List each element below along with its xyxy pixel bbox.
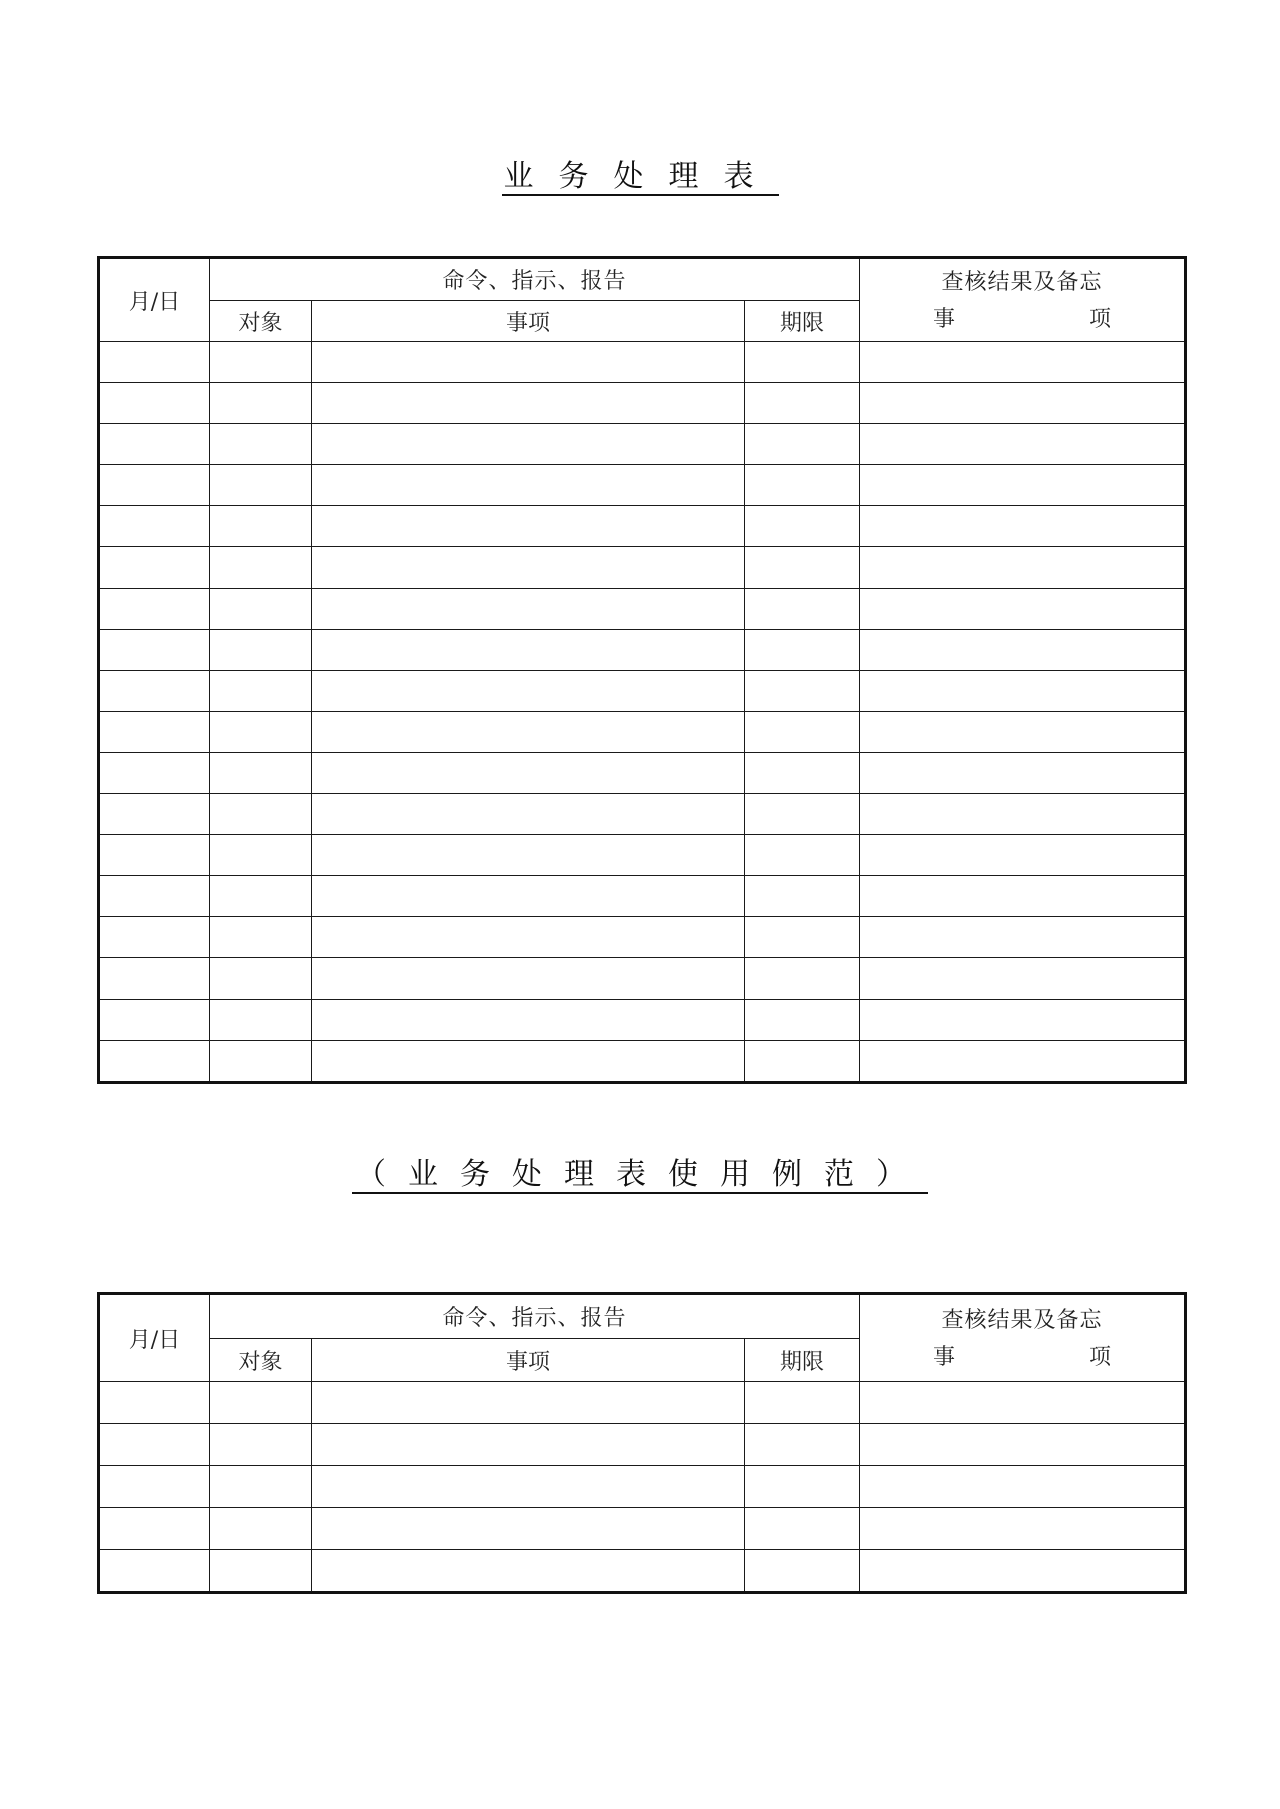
cell-object[interactable] — [210, 958, 312, 999]
cell-item[interactable] — [312, 383, 745, 424]
cell-deadline[interactable] — [745, 711, 860, 752]
table1-body — [99, 258, 1186, 1083]
table-row — [99, 752, 1186, 793]
cell-date[interactable] — [99, 835, 210, 876]
cell-memo[interactable] — [860, 1382, 1186, 1424]
table-row — [99, 424, 1186, 465]
header-memo-left: 事 — [933, 307, 956, 332]
cell-item[interactable] — [312, 1466, 745, 1508]
table-row — [99, 917, 1186, 958]
header-row-1 — [99, 258, 1186, 301]
header-memo — [860, 1294, 1186, 1382]
cell-date[interactable] — [99, 670, 210, 711]
cell-memo[interactable] — [860, 424, 1186, 465]
cell-deadline[interactable] — [745, 424, 860, 465]
header-deadline: 期限 — [745, 301, 860, 342]
cell-object[interactable] — [210, 835, 312, 876]
table-row — [99, 383, 1186, 424]
cell-date[interactable] — [99, 794, 210, 835]
cell-deadline[interactable] — [745, 752, 860, 793]
cell-date[interactable] — [99, 588, 210, 629]
header-command-group: 命令、指示、报告 — [210, 1294, 860, 1339]
cell-date[interactable] — [99, 342, 210, 383]
cell-object[interactable] — [210, 629, 312, 670]
table-row — [99, 506, 1186, 547]
cell-memo[interactable] — [860, 547, 1186, 588]
cell-item[interactable] — [312, 465, 745, 506]
header-memo-right: 项 — [1088, 307, 1111, 332]
cell-memo[interactable] — [860, 999, 1186, 1040]
cell-date[interactable] — [99, 876, 210, 917]
cell-item[interactable] — [312, 835, 745, 876]
cell-item[interactable] — [312, 506, 745, 547]
header-deadline: 期限 — [745, 1339, 860, 1382]
cell-item[interactable] — [312, 876, 745, 917]
cell-item[interactable] — [312, 711, 745, 752]
cell-deadline[interactable] — [745, 794, 860, 835]
cell-item[interactable] — [312, 1382, 745, 1424]
header-memo-right: 项 — [1088, 1345, 1111, 1370]
cell-object[interactable] — [210, 752, 312, 793]
header-memo-line1: 查核结果及备忘 — [941, 270, 1103, 295]
cell-object[interactable] — [210, 1550, 312, 1593]
cell-object[interactable] — [210, 465, 312, 506]
header-command-group: 命令、指示、报告 — [210, 258, 860, 301]
cell-deadline[interactable] — [745, 629, 860, 670]
cell-object[interactable] — [210, 342, 312, 383]
table-row — [99, 465, 1186, 506]
cell-deadline[interactable] — [745, 465, 860, 506]
header-memo-line2 — [933, 302, 1111, 338]
cell-memo[interactable] — [860, 465, 1186, 506]
header-memo-line1: 查核结果及备忘 — [941, 1308, 1103, 1333]
cell-memo[interactable] — [860, 835, 1186, 876]
cell-deadline[interactable] — [745, 383, 860, 424]
cell-item[interactable] — [312, 629, 745, 670]
cell-memo[interactable] — [860, 876, 1186, 917]
table2-body — [99, 1294, 1186, 1593]
table-row — [99, 711, 1186, 752]
table-row — [99, 1382, 1186, 1424]
table-row — [99, 876, 1186, 917]
cell-deadline[interactable] — [745, 1550, 860, 1593]
cell-date[interactable] — [99, 383, 210, 424]
cell-item[interactable] — [312, 670, 745, 711]
table-row — [99, 1550, 1186, 1593]
cell-date[interactable] — [99, 958, 210, 999]
cell-memo[interactable] — [860, 1424, 1186, 1466]
cell-memo[interactable] — [860, 1508, 1186, 1550]
example-title-text: （业务处理表使用例范） — [352, 1158, 928, 1194]
cell-date[interactable] — [99, 506, 210, 547]
cell-deadline[interactable] — [745, 342, 860, 383]
cell-deadline[interactable] — [745, 958, 860, 999]
table-row — [99, 999, 1186, 1040]
cell-item[interactable] — [312, 588, 745, 629]
cell-memo[interactable] — [860, 1040, 1186, 1082]
cell-object[interactable] — [210, 506, 312, 547]
table-row — [99, 794, 1186, 835]
business-processing-example-table — [97, 1292, 1187, 1594]
header-object: 对象 — [210, 301, 312, 342]
page-title-text: 业务处理表 — [503, 159, 779, 194]
cell-date[interactable] — [99, 1550, 210, 1593]
cell-date[interactable] — [99, 1424, 210, 1466]
header-date: 月/日 — [99, 1294, 210, 1382]
example-title — [0, 1158, 1280, 1194]
cell-item[interactable] — [312, 1550, 745, 1593]
page-title — [0, 160, 1280, 196]
table-row — [99, 835, 1186, 876]
cell-item[interactable] — [312, 958, 745, 999]
cell-item[interactable] — [312, 752, 745, 793]
cell-memo[interactable] — [860, 1550, 1186, 1593]
cell-object[interactable] — [210, 1466, 312, 1508]
table-row — [99, 1040, 1186, 1082]
header-object: 对象 — [210, 1339, 312, 1382]
cell-deadline[interactable] — [745, 999, 860, 1040]
cell-item[interactable] — [312, 1040, 745, 1082]
header-date: 月/日 — [99, 258, 210, 342]
cell-date[interactable] — [99, 465, 210, 506]
cell-deadline[interactable] — [745, 1508, 860, 1550]
cell-deadline[interactable] — [745, 506, 860, 547]
cell-date[interactable] — [99, 711, 210, 752]
cell-item[interactable] — [312, 794, 745, 835]
cell-item[interactable] — [312, 342, 745, 383]
table-row — [99, 958, 1186, 999]
cell-deadline[interactable] — [745, 1466, 860, 1508]
cell-deadline[interactable] — [745, 547, 860, 588]
cell-item[interactable] — [312, 547, 745, 588]
table-row — [99, 1424, 1186, 1466]
cell-item[interactable] — [312, 424, 745, 465]
cell-date[interactable] — [99, 999, 210, 1040]
cell-memo[interactable] — [860, 383, 1186, 424]
cell-object[interactable] — [210, 588, 312, 629]
cell-date[interactable] — [99, 1382, 210, 1424]
cell-deadline[interactable] — [745, 835, 860, 876]
cell-deadline[interactable] — [745, 1040, 860, 1082]
cell-object[interactable] — [210, 917, 312, 958]
cell-memo[interactable] — [860, 342, 1186, 383]
cell-object[interactable] — [210, 1040, 312, 1082]
cell-object[interactable] — [210, 1424, 312, 1466]
cell-object[interactable] — [210, 1508, 312, 1550]
cell-item[interactable] — [312, 999, 745, 1040]
cell-memo[interactable] — [860, 629, 1186, 670]
cell-date[interactable] — [99, 424, 210, 465]
table-row — [99, 670, 1186, 711]
cell-memo[interactable] — [860, 588, 1186, 629]
cell-memo[interactable] — [860, 752, 1186, 793]
header-memo — [860, 258, 1186, 342]
cell-memo[interactable] — [860, 794, 1186, 835]
business-processing-table — [97, 256, 1187, 1084]
cell-deadline[interactable] — [745, 670, 860, 711]
cell-date[interactable] — [99, 917, 210, 958]
cell-memo[interactable] — [860, 506, 1186, 547]
header-row-1 — [99, 1294, 1186, 1339]
cell-object[interactable] — [210, 999, 312, 1040]
cell-object[interactable] — [210, 547, 312, 588]
cell-deadline[interactable] — [745, 917, 860, 958]
cell-date[interactable] — [99, 629, 210, 670]
cell-date[interactable] — [99, 1040, 210, 1082]
table-row — [99, 629, 1186, 670]
cell-memo[interactable] — [860, 670, 1186, 711]
cell-memo[interactable] — [860, 958, 1186, 999]
cell-memo[interactable] — [860, 711, 1186, 752]
cell-item[interactable] — [312, 1508, 745, 1550]
cell-object[interactable] — [210, 383, 312, 424]
cell-deadline[interactable] — [745, 1424, 860, 1466]
cell-memo[interactable] — [860, 1466, 1186, 1508]
cell-deadline[interactable] — [745, 1382, 860, 1424]
cell-object[interactable] — [210, 424, 312, 465]
table-row — [99, 1508, 1186, 1550]
cell-object[interactable] — [210, 1382, 312, 1424]
table-row — [99, 588, 1186, 629]
cell-date[interactable] — [99, 1508, 210, 1550]
header-memo-left: 事 — [933, 1345, 956, 1370]
header-memo-line2 — [933, 1340, 1111, 1376]
cell-date[interactable] — [99, 547, 210, 588]
cell-object[interactable] — [210, 876, 312, 917]
table-row — [99, 547, 1186, 588]
cell-object[interactable] — [210, 670, 312, 711]
table-row — [99, 1466, 1186, 1508]
cell-deadline[interactable] — [745, 588, 860, 629]
cell-date[interactable] — [99, 752, 210, 793]
table-row — [99, 342, 1186, 383]
cell-item[interactable] — [312, 1424, 745, 1466]
cell-deadline[interactable] — [745, 876, 860, 917]
cell-item[interactable] — [312, 917, 745, 958]
cell-object[interactable] — [210, 794, 312, 835]
cell-memo[interactable] — [860, 917, 1186, 958]
header-item: 事项 — [312, 1339, 745, 1382]
cell-date[interactable] — [99, 1466, 210, 1508]
cell-object[interactable] — [210, 711, 312, 752]
header-item: 事项 — [312, 301, 745, 342]
